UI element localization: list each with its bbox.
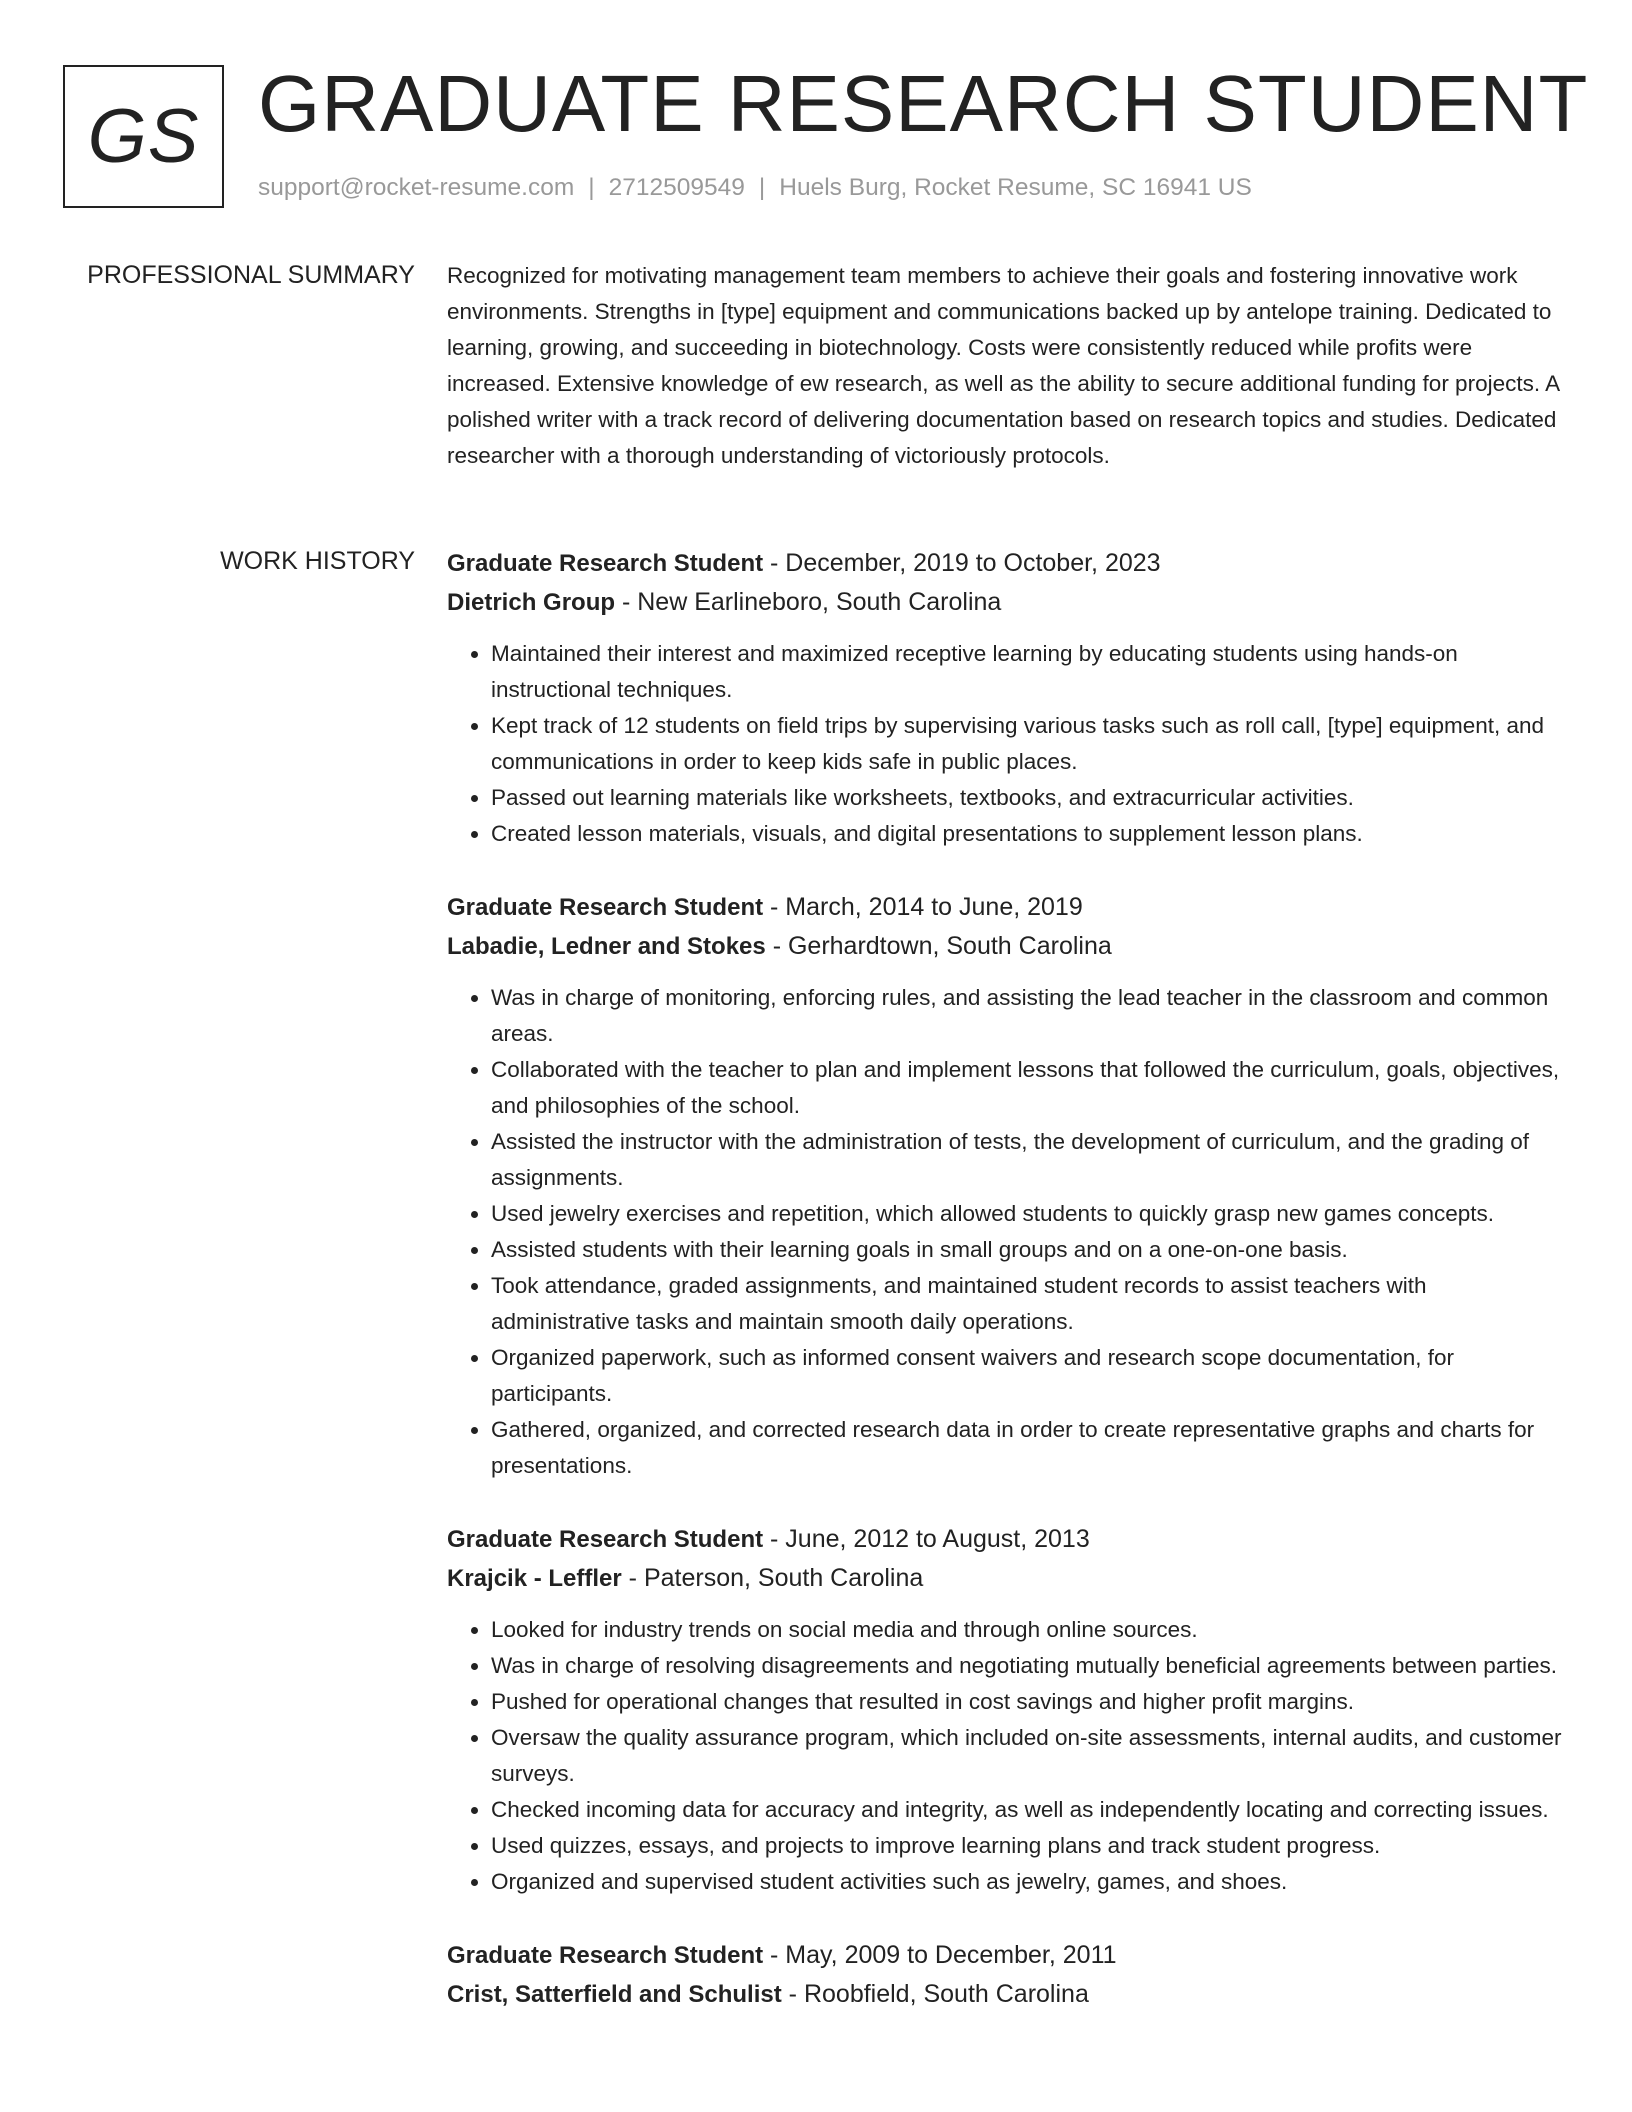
job-list xyxy=(447,544,1569,2050)
job-bullet: • Checked incoming data for accuracy and integrity, as well as independently locating and correcting issues. xyxy=(491,1792,1569,1828)
job-title-line xyxy=(447,544,1569,583)
job-bullet: • Organized paperwork, such as informed consent waivers and research scope documentation, for participants. xyxy=(491,1340,1569,1412)
job-role: Graduate Research Student xyxy=(447,550,764,577)
job-bullet: • Gathered, organized, and corrected research data in order to create representative graphs and charts for presentations. xyxy=(491,1412,1569,1484)
job-role: Graduate Research Student xyxy=(447,1526,764,1553)
job-bullet: • Took attendance, graded assignments, and maintained student records to assist teachers with administrative tasks and maintain smooth daily operations. xyxy=(491,1268,1569,1340)
job-bullet: • Passed out learning materials like worksheets, textbooks, and extracurricular activities. xyxy=(491,780,1569,816)
job-title-line xyxy=(447,1936,1569,1975)
job-company: Crist, Satterfield and Schulist xyxy=(447,1981,782,2008)
job-company: Krajcik - Leffler xyxy=(447,1565,622,1592)
job-company: Dietrich Group xyxy=(447,589,616,616)
job-bullet: • Was in charge of monitoring, enforcing rules, and assisting the lead teacher in the classroom and common areas. xyxy=(491,980,1569,1052)
job-company-line xyxy=(447,583,1569,622)
job-company-line xyxy=(447,1975,1569,2014)
job-bullet: • Oversaw the quality assurance program, which included on-site assessments, internal audits, and customer surveys. xyxy=(491,1720,1569,1792)
job-location: - Gerhardtown, South Carolina xyxy=(765,932,1112,960)
job-bullet-list xyxy=(447,636,1569,852)
job-bullet: • Organized and supervised student activities such as jewelry, games, and shoes. xyxy=(491,1864,1569,1900)
job-role: Graduate Research Student xyxy=(447,1942,764,1969)
job-location: - Paterson, South Carolina xyxy=(621,1564,924,1592)
summary-heading: PROFESSIONAL SUMMARY xyxy=(87,261,415,289)
job-title-line xyxy=(447,888,1569,927)
contact-separator: | xyxy=(588,174,595,201)
job-dates: - May, 2009 to December, 2011 xyxy=(763,1941,1117,1969)
job-bullet: • Assisted students with their learning goals in small groups and on a one-on-one basis. xyxy=(491,1232,1569,1268)
job-bullet: • Was in charge of resolving disagreements and negotiating mutually beneficial agreements between parties. xyxy=(491,1648,1569,1684)
job-location: - New Earlineboro, South Carolina xyxy=(615,588,1002,616)
job-bullet: • Kept track of 12 students on field trips by supervising various tasks such as roll call, [type] equipment, and communications in order to keep kids safe in public places. xyxy=(491,708,1569,780)
job-company: Labadie, Ledner and Stokes xyxy=(447,933,766,960)
job-bullet: • Collaborated with the teacher to plan and implement lessons that followed the curriculum, goals, objectives, and philosophies of the school. xyxy=(491,1052,1569,1124)
contact-address: Huels Burg, Rocket Resume, SC 16941 US xyxy=(779,174,1252,201)
summary-text: Recognized for motivating management team members to achieve their goals and fostering innovative work environments. Strengths in [type] equipment and communications backed up by antelope training. Dedicated to learning, growing, and succeeding in biotechnology. Costs were consistently reduced while profits were increased. Extensive knowledge of ew research, as well as the ability to secure additional funding for projects. A polished writer with a track record of delivering documentation based on research topics and studies. Dedicated researcher with a thorough understanding of victoriously protocols. xyxy=(447,263,1559,468)
contact-email: support@rocket-resume.com xyxy=(258,174,575,201)
job-role: Graduate Research Student xyxy=(447,894,764,921)
job-company-line xyxy=(447,927,1569,966)
contact-line xyxy=(258,174,1252,202)
job-dates: - June, 2012 to August, 2013 xyxy=(763,1525,1090,1553)
job-entry xyxy=(447,888,1569,1484)
work-history-heading: WORK HISTORY xyxy=(220,547,415,575)
monogram-logo xyxy=(63,65,224,208)
job-bullet-list xyxy=(447,980,1569,1484)
job-location: - Roobfield, South Carolina xyxy=(781,1980,1089,2008)
job-entry xyxy=(447,544,1569,852)
contact-phone: 2712509549 xyxy=(608,174,745,201)
job-dates: - December, 2019 to October, 2023 xyxy=(763,549,1161,577)
job-entry xyxy=(447,1520,1569,1900)
job-bullet-list xyxy=(447,1612,1569,1900)
job-title-line xyxy=(447,1520,1569,1559)
job-dates: - March, 2014 to June, 2019 xyxy=(763,893,1083,921)
job-bullet: • Assisted the instructor with the administration of tests, the development of curriculum, and the grading of assignments. xyxy=(491,1124,1569,1196)
job-bullet: • Looked for industry trends on social media and through online sources. xyxy=(491,1612,1569,1648)
job-bullet: • Used quizzes, essays, and projects to improve learning plans and track student progress. xyxy=(491,1828,1569,1864)
contact-separator: | xyxy=(758,174,766,201)
candidate-name: GRADUATE RESEARCH STUDENT xyxy=(258,59,1589,148)
monogram-initials: GS xyxy=(87,94,200,179)
job-bullet: • Maintained their interest and maximized receptive learning by educating students using hands-on instructional techniques. xyxy=(491,636,1569,708)
job-bullet: • Pushed for operational changes that resulted in cost savings and higher profit margins. xyxy=(491,1684,1569,1720)
job-company-line xyxy=(447,1559,1569,1598)
job-entry xyxy=(447,1936,1569,2014)
job-bullet: • Created lesson materials, visuals, and digital presentations to supplement lesson plans. xyxy=(491,816,1569,852)
job-bullet: • Used jewelry exercises and repetition, which allowed students to quickly grasp new games concepts. xyxy=(491,1196,1569,1232)
